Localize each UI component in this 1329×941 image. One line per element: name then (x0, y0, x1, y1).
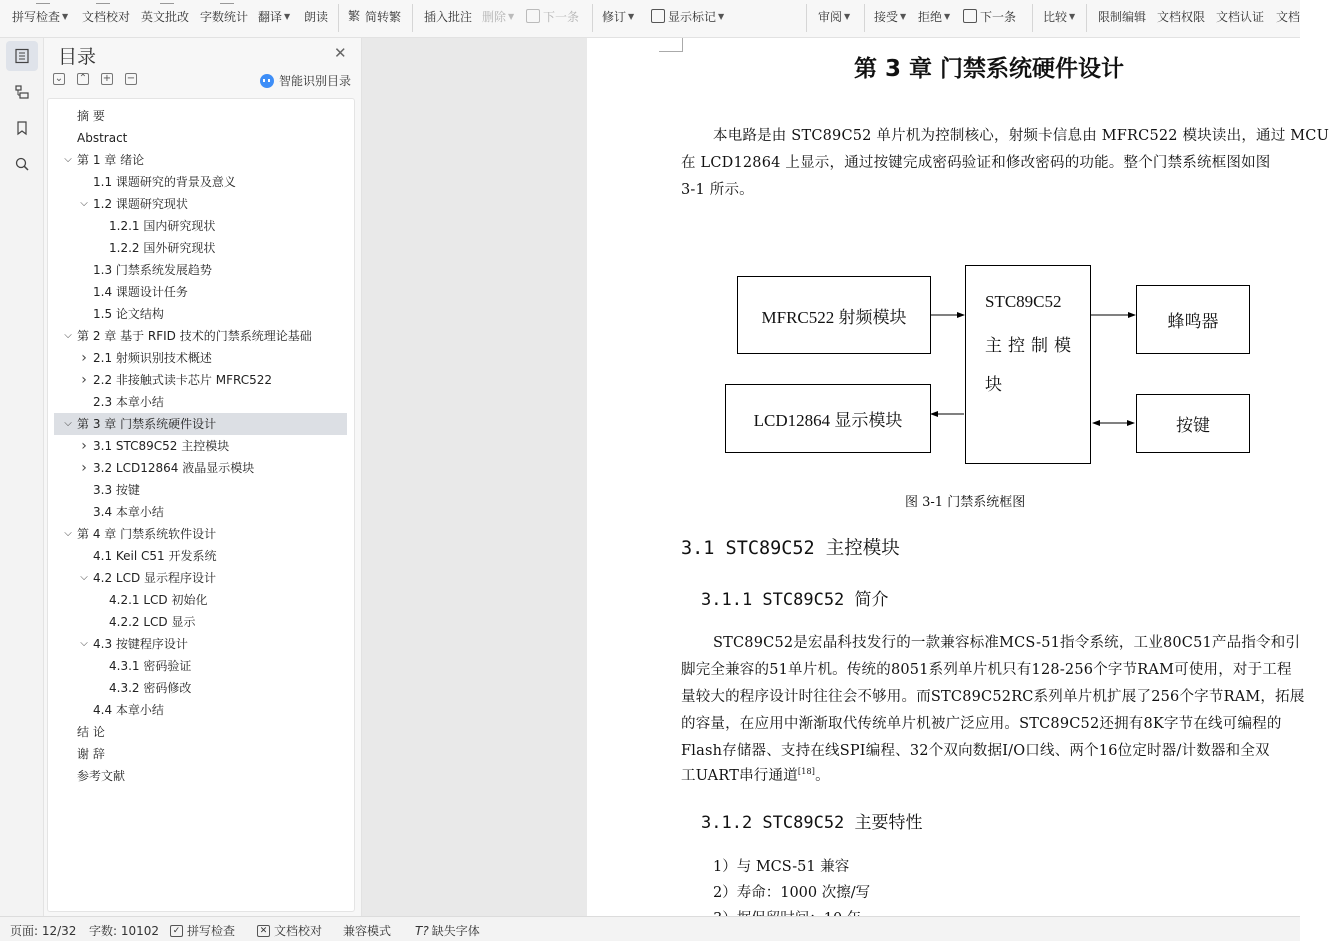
chevron-down-icon[interactable]: ⌵ (80, 198, 88, 209)
chapter-title: 第 3 章 门禁系统硬件设计 (854, 56, 1125, 82)
trad-chinese-icon: 繁 (348, 9, 361, 23)
read-aloud-button[interactable] (304, 7, 328, 25)
chevron-down-icon[interactable]: ⌵ (64, 418, 72, 429)
delete-comment-label: 删除 (482, 9, 507, 24)
toc-item[interactable] (54, 655, 347, 677)
toc-item[interactable] (54, 413, 347, 435)
review-label: 审阅 (818, 9, 843, 24)
toc-item[interactable] (54, 281, 347, 303)
toolbar-separator (806, 4, 807, 32)
toc-item[interactable] (54, 743, 347, 765)
para-line-5: Flash存储器、支持在线SPI编程、32个双向数据I/O口线、两个16位定时器/计数器和全双 (681, 743, 1270, 759)
section-heading-3-1-1: 3.1.1 STC89C52 简介 (701, 590, 889, 610)
toc-item-label: 第 3 章 门禁系统硬件设计 (77, 417, 217, 431)
ribbon-top-icon (220, 0, 234, 4)
review-button[interactable]: 审阅 ▼ (818, 9, 851, 24)
toc-item[interactable] (54, 193, 347, 215)
toc-item-label: 3.4 本章小结 (93, 505, 164, 519)
simp-to-trad-label: 简转繁 (365, 9, 402, 24)
chevron-down-icon[interactable]: ⌵ (80, 572, 88, 583)
outline-icon (14, 84, 30, 100)
expand-up-icon[interactable]: ⌃ (78, 73, 88, 84)
para-line-1: STC89C52是宏晶科技发行的一款兼容标准MCS-51指令系统，工业80C51产品指令和引 (713, 635, 1301, 651)
toc-item-label: 1.4 课题设计任务 (93, 285, 188, 299)
insert-comment-button[interactable] (424, 7, 472, 25)
proofread-button[interactable] (82, 7, 130, 25)
toc-pane-button[interactable] (6, 41, 38, 71)
word-count-button[interactable] (200, 7, 248, 25)
toc-item-label: 1.1 课题研究的背景及意义 (93, 175, 236, 189)
toc-item[interactable] (54, 237, 347, 259)
delete-comment-button[interactable]: 删除 ▼ (482, 9, 515, 24)
word-count-label: 字数统计 (200, 9, 249, 24)
toc-panel (44, 38, 362, 916)
para-line-6-text: 工UART串行通道 (681, 768, 798, 784)
chevron-down-icon[interactable]: ⌵ (80, 638, 88, 649)
ribbon-top-icon (96, 0, 110, 4)
compare-label: 比较 (1043, 9, 1068, 24)
toc-item[interactable] (54, 567, 347, 589)
restrict-edit-button[interactable] (1098, 7, 1146, 25)
toc-item-label: 4.3.2 密码修改 (109, 681, 192, 695)
smart-toc-label: 智能识别目录 (279, 74, 352, 88)
toc-item[interactable] (54, 501, 347, 523)
buzzer-box (1136, 285, 1250, 354)
toc-item[interactable] (54, 765, 347, 787)
toolbar-separator (412, 4, 413, 32)
read-aloud-label: 朗读 (304, 9, 329, 24)
toc-tree (47, 98, 355, 912)
english-correct-label: 英文批改 (141, 9, 190, 24)
toc-item-label: 4.3 按键程序设计 (93, 637, 188, 651)
para-line-6 (681, 764, 830, 785)
doc-certify-label: 文档认证 (1216, 9, 1265, 24)
toc-item-label: 3.2 LCD12864 液晶显示模块 (93, 461, 255, 475)
simp-to-trad-button[interactable] (348, 7, 401, 25)
toc-item-label: 谢 辞 (77, 747, 105, 761)
status-proof-label: 文档校对 (274, 924, 323, 938)
toc-item-label: 第 2 章 基于 RFID 技术的门禁系统理论基础 (77, 329, 312, 343)
toc-item[interactable] (54, 545, 347, 567)
para-line-4: 的容量，在应用中渐渐取代传统单片机被广泛应用。STC89C52还拥有8K字节在线可编程的 (681, 716, 1282, 732)
status-spell-label: 拼写检查 (187, 924, 236, 938)
track-changes-label: 修订 (602, 9, 627, 24)
show-markup-icon (651, 9, 665, 23)
show-markup-button[interactable]: 显示标记 ▼ (651, 7, 724, 25)
proofread-icon: ✕ (257, 925, 270, 937)
toc-item[interactable] (54, 435, 347, 457)
toc-item[interactable] (54, 391, 347, 413)
toc-item-label: 3.3 按键 (93, 483, 140, 497)
spell-check-icon: ✓ (170, 925, 183, 937)
toc-item-label: 结 论 (77, 725, 105, 739)
para-line-3: 量较大的程序设计时往往会不够用。而STC89C52RC系列单片机扩展了256个字节RAM，拓展 (681, 689, 1305, 705)
proofread-label: 文档校对 (82, 9, 131, 24)
translate-button[interactable]: 翻译 ▼ (258, 9, 291, 24)
list-item-2: 2）寿命：1000 次擦/写 (713, 885, 871, 901)
ribbon-toolbar (0, 0, 1300, 38)
word-count-indicator[interactable]: 字数: 10102 (89, 924, 160, 938)
show-markup-label: 显示标记 (668, 9, 717, 24)
buzzer-label: 蜂鸣器 (1167, 312, 1219, 331)
reject-label: 拒绝 (918, 9, 943, 24)
search-icon (14, 156, 30, 172)
toc-item[interactable] (54, 369, 347, 391)
toc-item[interactable] (54, 171, 347, 193)
toc-item-label: 参考文献 (77, 769, 126, 783)
toc-item-label: 1.2 课题研究现状 (93, 197, 188, 211)
bookmark-icon (14, 120, 30, 136)
mcu-label-3: 块 (985, 375, 1008, 394)
intro-line-1: 本电路是由 STC89C52 单片机为控制核心，射频卡信息由 MFRC522 模块读出，通过 MCU (713, 128, 1329, 144)
toc-item[interactable] (54, 325, 347, 347)
bookmark-pane-button[interactable] (6, 113, 38, 143)
next-change-icon (963, 9, 977, 23)
toolbar-separator (592, 4, 593, 32)
mcu-label-1: STC89C52 (985, 292, 1062, 311)
para-end: 。 (815, 768, 830, 784)
doc-more-label: 文档 (1276, 9, 1301, 24)
toc-item-label: 2.3 本章小结 (93, 395, 164, 409)
rfid-module-box (737, 276, 931, 354)
next-change-label: 下一条 (980, 9, 1017, 24)
ai-bot-icon (260, 74, 274, 88)
insert-comment-label: 插入批注 (424, 9, 473, 24)
toolbar-separator (1032, 4, 1033, 32)
section-heading-3-1: 3.1 STC89C52 主控模块 (681, 538, 900, 559)
toc-item-label: 第 4 章 门禁系统软件设计 (77, 527, 217, 541)
intro-line-2: 在 LCD12864 上显示，通过按键完成密码验证和修改密码的功能。整个门禁系统框图如图 (681, 155, 1271, 171)
toc-item[interactable] (54, 105, 347, 127)
status-bar (0, 916, 1300, 941)
spell-check-label: 拼写检查 (12, 9, 61, 24)
toc-item[interactable] (54, 633, 347, 655)
toc-item[interactable] (54, 699, 347, 721)
toc-item[interactable] (54, 611, 347, 633)
toc-item[interactable] (54, 127, 347, 149)
toolbar-separator (864, 4, 865, 32)
compat-mode-indicator: 兼容模式 (343, 924, 392, 938)
compare-button[interactable]: 比较 ▼ (1043, 9, 1076, 24)
chevron-down-icon[interactable]: ⌵ (64, 330, 72, 341)
reject-button[interactable]: 拒绝 ▼ (918, 9, 951, 24)
track-changes-button[interactable]: 修订 ▼ (602, 9, 635, 24)
toc-item-label: Abstract (77, 131, 128, 145)
chevron-down-icon[interactable]: ⌵ (64, 528, 72, 539)
search-pane-button[interactable] (6, 149, 38, 179)
citation-ref[interactable]: [18] (797, 767, 816, 777)
close-icon[interactable]: ✕ (334, 44, 347, 62)
remove-heading-icon[interactable]: − (126, 73, 136, 84)
doc-certify-button[interactable] (1216, 7, 1264, 25)
toc-item-label: 4.2.2 LCD 显示 (109, 615, 196, 629)
status-spell-check[interactable] (170, 922, 235, 939)
accept-button[interactable]: 接受 ▼ (874, 9, 907, 24)
toc-item[interactable] (54, 149, 347, 171)
outline-pane-button[interactable] (6, 77, 38, 107)
toc-item-label: 第 1 章 绪论 (77, 153, 145, 167)
chevron-right-icon[interactable]: › (81, 350, 87, 366)
next-comment-button[interactable] (526, 7, 579, 25)
toc-item-label: 1.3 门禁系统发展趋势 (93, 263, 212, 277)
toc-item[interactable] (54, 303, 347, 325)
ribbon-top-icon (36, 0, 50, 4)
missing-font-icon: T? (415, 923, 429, 938)
toc-item-label: 4.2.1 LCD 初始化 (109, 593, 208, 607)
nav-rail (0, 38, 44, 916)
intro-line-3: 3-1 所示。 (681, 182, 754, 198)
chevron-right-icon[interactable]: › (81, 372, 87, 388)
lcd-module-box (725, 384, 931, 453)
toc-item-label: 4.2 LCD 显示程序设计 (93, 571, 217, 585)
smart-toc-button[interactable] (260, 72, 351, 89)
next-comment-icon (526, 9, 540, 23)
doc-more-button[interactable] (1276, 7, 1300, 25)
next-comment-label: 下一条 (543, 9, 580, 24)
toc-item-label: 4.4 本章小结 (93, 703, 164, 717)
page-corner-mark (659, 38, 683, 52)
toolbar-separator (1086, 4, 1087, 32)
toc-item[interactable] (54, 589, 347, 611)
translate-label: 翻译 (258, 9, 283, 24)
doc-permission-label: 文档权限 (1157, 9, 1206, 24)
toc-title: 目录 (58, 46, 97, 68)
toc-item-label: 2.2 非接触式读卡芯片 MFRC522 (93, 373, 272, 387)
lcd-module-label: LCD12864 显示模块 (753, 411, 903, 430)
toc-item-label: 2.1 射频识别技术概述 (93, 351, 212, 365)
para-line-2: 脚完全兼容的51单片机。传统的8051系列单片机只有128-256个字节RAM可使用，对于工程 (681, 662, 1292, 678)
rfid-module-label: MFRC522 射频模块 (761, 307, 907, 327)
status-proofread[interactable] (257, 922, 322, 939)
spell-check-button[interactable]: 拼写检查 ▼ (12, 9, 69, 24)
toc-item-label: 1.2.1 国内研究现状 (109, 219, 216, 233)
section-heading-3-1-2: 3.1.2 STC89C52 主要特性 (701, 813, 923, 833)
toc-item-label: 3.1 STC89C52 主控模块 (93, 439, 230, 453)
collapse-all-icon[interactable]: ⌄ (54, 73, 64, 84)
toc-item-label: 4.1 Keil C51 开发系统 (93, 549, 217, 563)
missing-font-indicator[interactable] (415, 922, 480, 939)
mcu-label-2: 主控制模 (985, 336, 1077, 355)
page-indicator[interactable]: 页面: 12/32 (10, 924, 77, 938)
toc-item[interactable] (54, 347, 347, 369)
toolbar-separator (338, 4, 339, 32)
missing-font-label: 缺失字体 (431, 924, 480, 938)
toc-item[interactable] (54, 215, 347, 237)
toc-item[interactable] (54, 523, 347, 545)
chevron-right-icon[interactable]: › (81, 438, 87, 454)
toc-item-label: 1.2.2 国外研究现状 (109, 241, 216, 255)
next-change-button[interactable] (963, 7, 1016, 25)
toc-item[interactable] (54, 259, 347, 281)
add-heading-icon[interactable]: + (102, 73, 112, 84)
restrict-edit-label: 限制编辑 (1098, 9, 1147, 24)
list-item-1: 1）与 MCS-51 兼容 (713, 859, 850, 875)
toc-item[interactable] (54, 721, 347, 743)
ribbon-top-icon (160, 0, 174, 4)
keys-label: 按键 (1176, 416, 1210, 435)
figure-caption: 图 3-1 门禁系统框图 (905, 495, 1026, 510)
document-page[interactable] (587, 38, 1329, 916)
toc-item[interactable] (54, 677, 347, 699)
toc-item-label: 摘 要 (77, 109, 105, 123)
toc-item-label: 1.5 论文结构 (93, 307, 164, 321)
accept-label: 接受 (874, 9, 899, 24)
chevron-down-icon[interactable]: ⌵ (64, 154, 72, 165)
toc-item[interactable] (54, 479, 347, 501)
toc-item[interactable] (54, 457, 347, 479)
toc-icon (14, 48, 30, 64)
toc-item-label: 4.3.1 密码验证 (109, 659, 192, 673)
chevron-right-icon[interactable]: › (81, 460, 87, 476)
english-correct-button[interactable] (141, 7, 189, 25)
keys-box (1136, 394, 1250, 453)
doc-permission-button[interactable] (1157, 7, 1205, 25)
